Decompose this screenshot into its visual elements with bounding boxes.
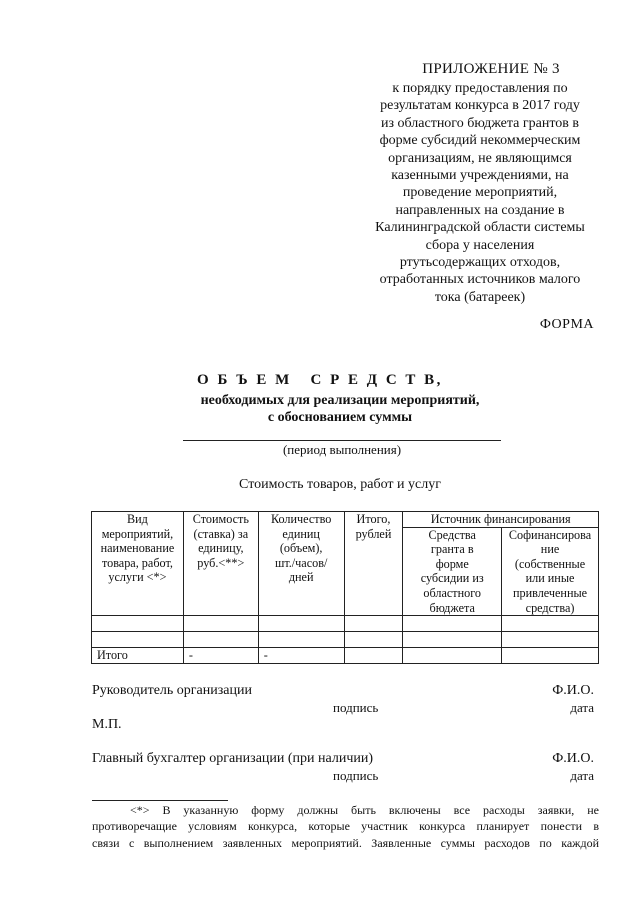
accountant-signature-label: подпись: [333, 768, 379, 783]
head-name-label: Ф.И.О.: [552, 683, 594, 698]
table-row: [92, 616, 599, 632]
appendix-line: проведение мероприятий,: [402, 185, 558, 201]
appendix-line: направленных на создание в: [395, 202, 565, 218]
header-unit-price: Стоимость (ставка) за единицу, руб.<**>: [183, 512, 258, 616]
appendix-line: к порядку предоставления по: [392, 81, 568, 96]
footnote-line: противоречащие условиям конкурса, которые участник конкурса планирует понести в: [92, 819, 599, 834]
table-cell[interactable]: [502, 632, 599, 648]
footnote-line: связи с выполнением заявленных мероприятий. Заявленные суммы расходов по каждой: [92, 835, 599, 850]
footnote: [92, 802, 599, 851]
table-cell[interactable]: [183, 616, 258, 632]
head-date-label: дата: [570, 700, 594, 715]
appendix-line: из областного бюджета грантов в: [380, 115, 580, 131]
subtitle-line: с обоснованием суммы: [267, 410, 413, 425]
table-cell[interactable]: [258, 616, 344, 632]
table-cell[interactable]: [344, 632, 403, 648]
period-label: (период выполнения): [282, 442, 402, 457]
appendix-line: форме субсидий некоммерческим: [379, 133, 581, 149]
accountant-label: Главный бухгалтер организации (при наличии): [92, 751, 374, 766]
header-grant-funds: Средства гранта в форме субсидии из областного бюджета: [403, 527, 502, 616]
header-quantity: Количество единиц (объем), шт./часов/ дней: [258, 512, 344, 616]
appendix-line: казенными учреждениями, на: [391, 168, 569, 184]
appendix-line: тока (батареек): [434, 289, 526, 305]
accountant-date-label: дата: [570, 768, 594, 783]
stamp-label: М.П.: [92, 717, 122, 732]
accountant-name-label: Ф.И.О.: [552, 751, 594, 766]
appendix-line: результатам конкурса в 2017 году: [380, 98, 580, 114]
period-input-line: [183, 440, 501, 441]
header-total: Итого, рублей: [344, 512, 403, 616]
total-cofinancing-cell[interactable]: [502, 648, 599, 664]
appendix-description: [350, 80, 610, 306]
head-signature-label: подпись: [333, 700, 379, 715]
appendix-line: ртутьсодержащих отходов,: [399, 255, 561, 271]
cost-table: [91, 511, 599, 664]
table-row: [92, 632, 599, 648]
form-label: ФОРМА: [539, 317, 594, 332]
table-cell[interactable]: [502, 616, 599, 632]
cost-heading: Стоимость товаров, работ и услуг: [239, 477, 441, 492]
header-cofinancing: Софинансирова ние (собственные или иные привлеченные средства): [502, 527, 599, 616]
table-total-row: [92, 648, 599, 664]
table-cell[interactable]: [403, 632, 502, 648]
total-sum-cell[interactable]: [344, 648, 403, 664]
table-cell[interactable]: [92, 616, 184, 632]
footnote-separator: [92, 800, 228, 801]
table-cell[interactable]: [258, 632, 344, 648]
table-cell[interactable]: [183, 632, 258, 648]
table-header-row: [92, 512, 599, 528]
total-grant-cell[interactable]: [403, 648, 502, 664]
table-cell[interactable]: [403, 616, 502, 632]
header-funding-source: Источник финансирования: [403, 512, 599, 528]
total-price-cell: -: [183, 648, 258, 664]
header-activity: Вид мероприятий, наименование товара, работ, услуги <*>: [92, 512, 184, 616]
table-cell[interactable]: [92, 632, 184, 648]
head-label: Руководитель организации: [92, 683, 252, 698]
subtitle-line: необходимых для реализации мероприятий,: [200, 393, 480, 408]
document-title: О Б Ъ Е М С Р Е Д С Т В,: [197, 372, 443, 388]
appendix-line: Калининградской области системы: [375, 220, 585, 236]
appendix-line: сбора у населения: [425, 237, 535, 253]
total-quantity-cell: -: [258, 648, 344, 664]
table-cell[interactable]: [344, 616, 403, 632]
appendix-line: отработанных источников малого: [379, 272, 581, 288]
total-label: Итого: [92, 648, 184, 664]
appendix-title: ПРИЛОЖЕНИЕ № 3: [422, 61, 560, 77]
footnote-line: <*> В указанную форму должны быть включены все расходы заявки, не: [130, 803, 599, 817]
appendix-line: организациям, не являющимся: [388, 150, 572, 166]
document-subtitle: [0, 392, 640, 426]
